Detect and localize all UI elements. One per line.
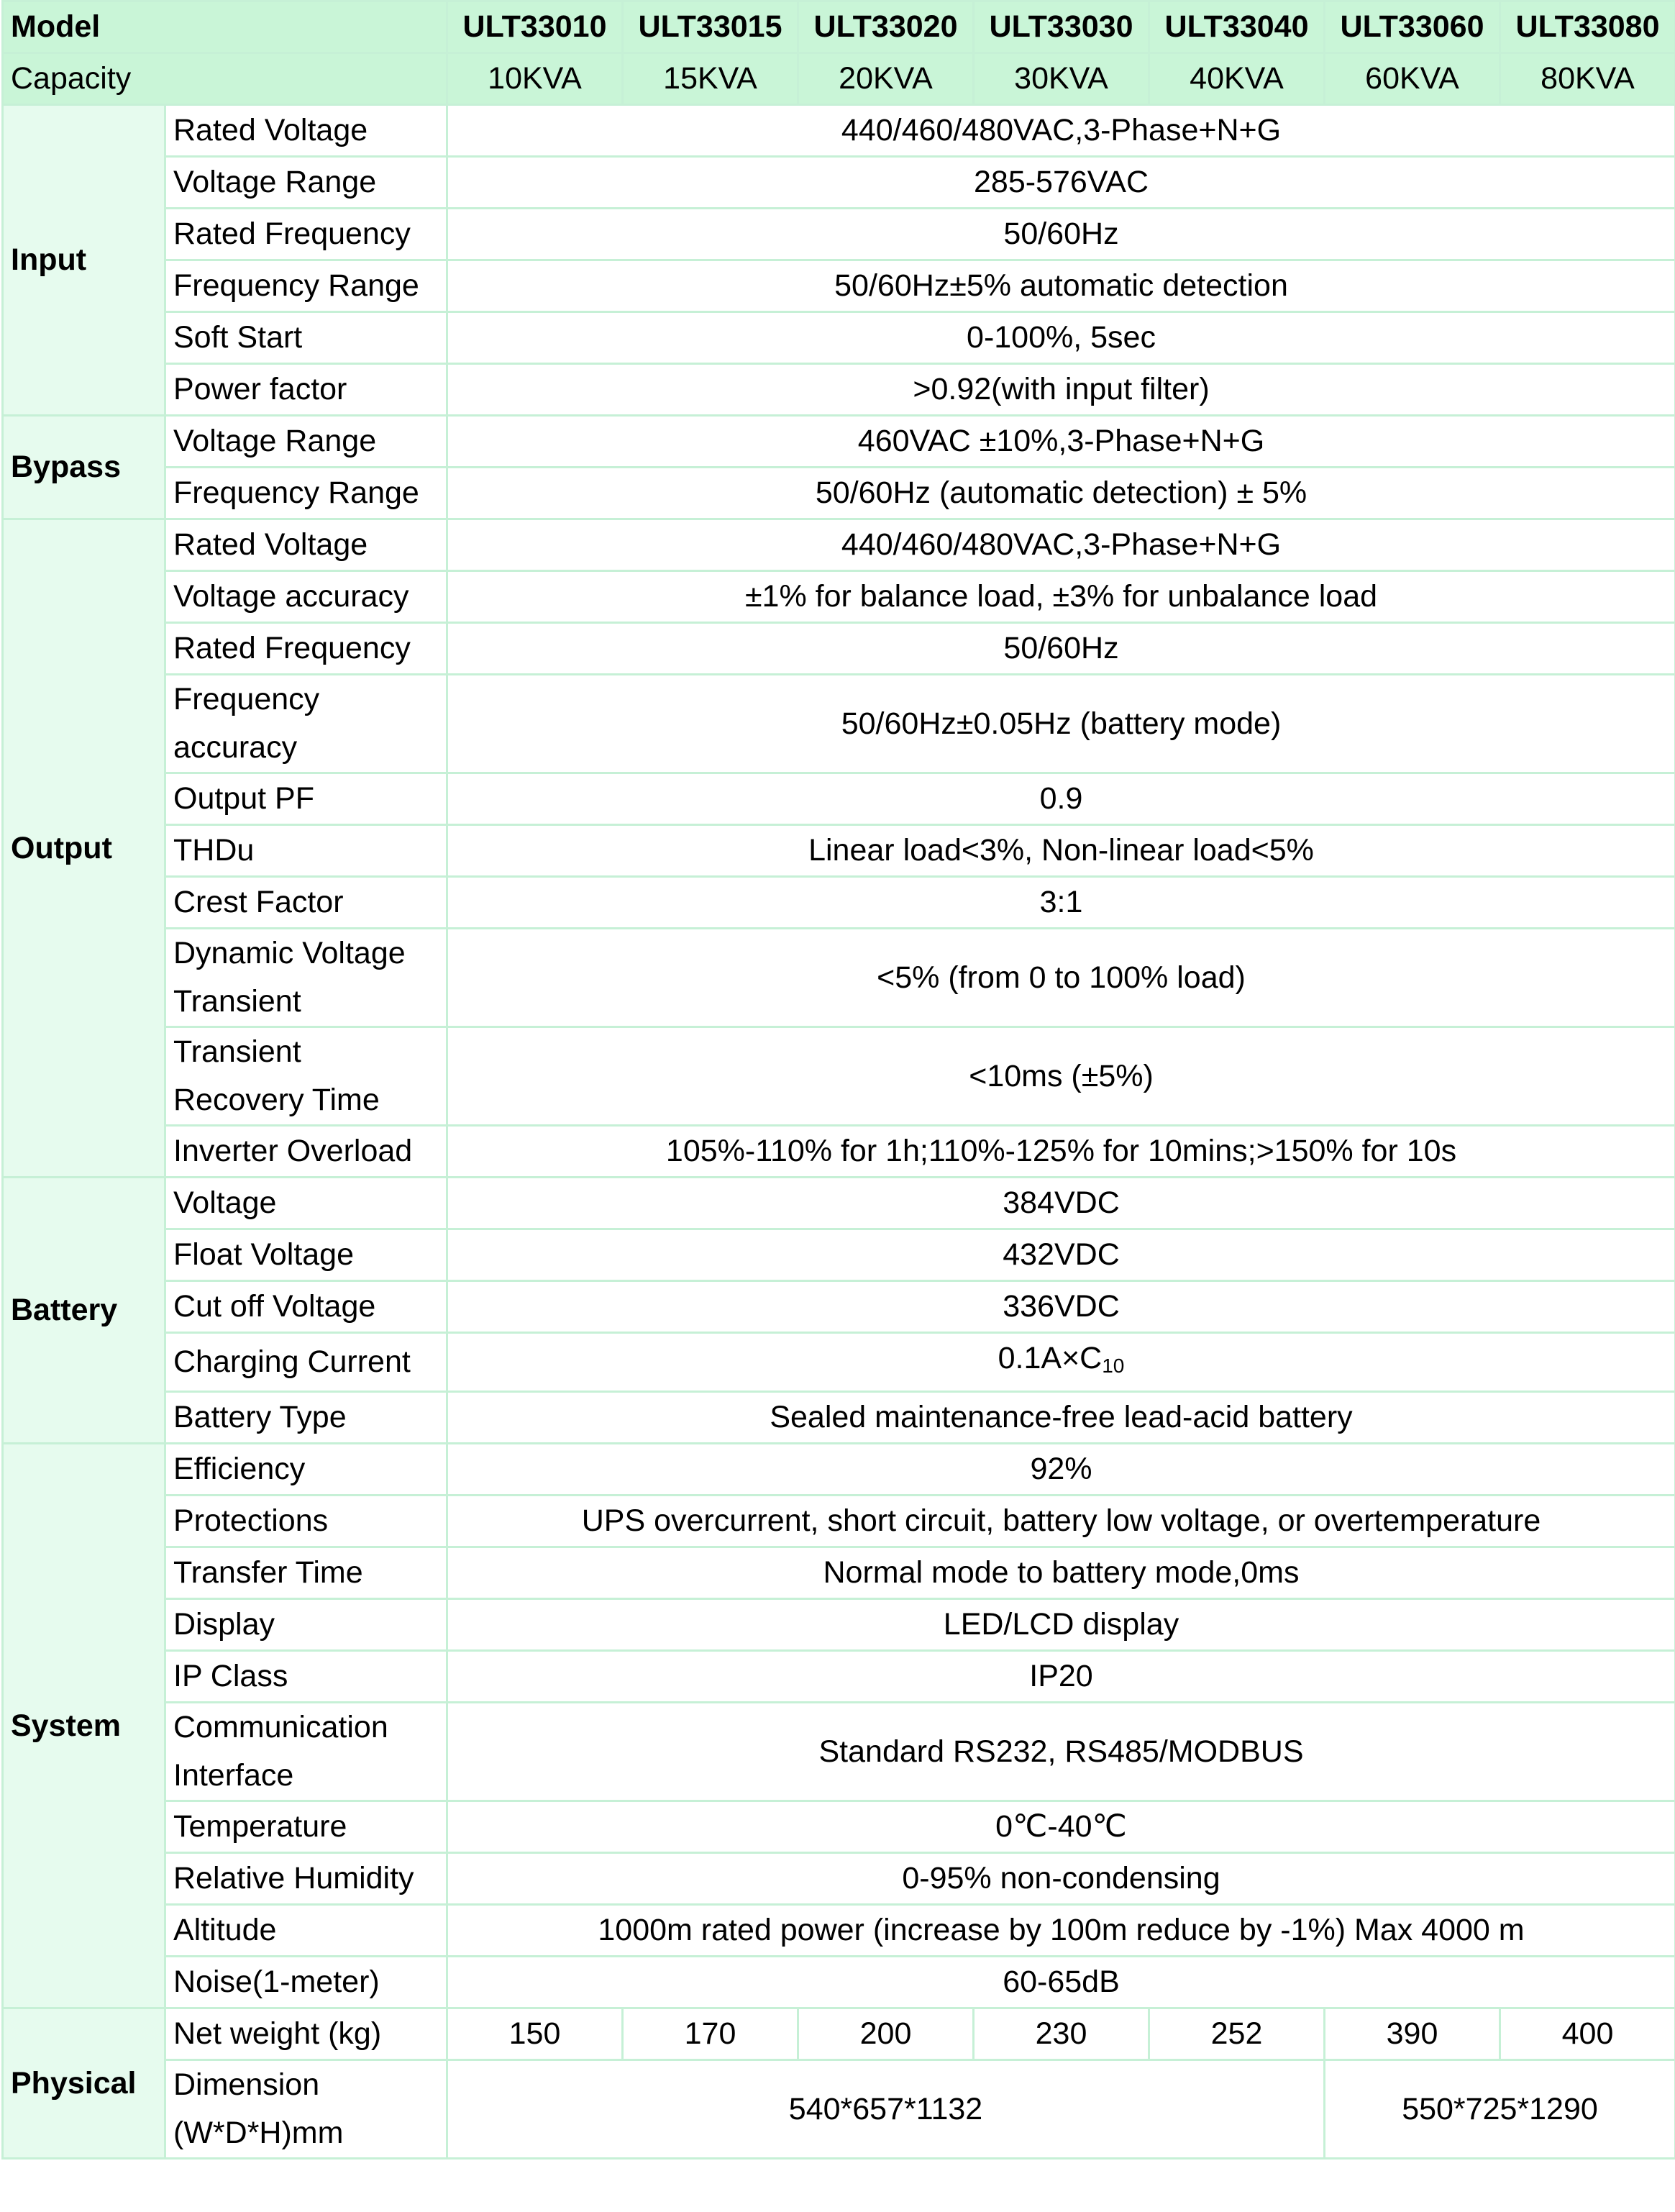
param-value: Sealed maintenance-free lead-acid battery	[447, 1392, 1675, 1444]
spec-row	[3, 2008, 1675, 2060]
spec-row	[3, 519, 1675, 571]
weight-value: 200	[798, 2008, 974, 2060]
param-value: 0-100%, 5sec	[447, 312, 1675, 364]
param-value: 440/460/480VAC,3-Phase+N+G	[447, 519, 1675, 571]
model-name: ULT33040	[1149, 1, 1325, 53]
group-output: Output	[3, 519, 165, 1178]
param-value: 1000m rated power (increase by 100m reduce by -1%) Max 4000 m	[447, 1905, 1675, 1957]
param-value: 0-95% non-condensing	[447, 1853, 1675, 1905]
spec-row	[3, 416, 1675, 468]
spec-row	[3, 2060, 1675, 2159]
capacity-value: 60KVA	[1325, 53, 1500, 105]
dimension-value-small: 540*657*1132	[447, 2060, 1325, 2159]
param-value: 50/60Hz	[447, 209, 1675, 260]
spec-row	[3, 623, 1675, 675]
charging-current-subscript: 10	[1102, 1355, 1125, 1377]
param-label: Cut off Voltage	[165, 1281, 447, 1333]
spec-row	[3, 675, 1675, 773]
model-name: ULT33030	[974, 1, 1149, 53]
param-value: 460VAC ±10%,3-Phase+N+G	[447, 416, 1675, 468]
model-label: Model	[3, 1, 447, 53]
spec-row	[3, 929, 1675, 1027]
param-label: Temperature	[165, 1801, 447, 1853]
param-value: 50/60Hz	[447, 623, 1675, 675]
capacity-value: 15KVA	[623, 53, 798, 105]
model-name: ULT33020	[798, 1, 974, 53]
param-value: 3:1	[447, 877, 1675, 929]
param-value: 50/60Hz±5% automatic detection	[447, 260, 1675, 312]
weight-value: 230	[974, 2008, 1149, 2060]
capacity-value: 80KVA	[1500, 53, 1675, 105]
spec-row	[3, 209, 1675, 260]
spec-row	[3, 312, 1675, 364]
param-label: Rated Frequency	[165, 623, 447, 675]
param-label: Power factor	[165, 364, 447, 416]
dimension-value-large: 550*725*1290	[1325, 2060, 1675, 2159]
spec-row	[3, 1905, 1675, 1957]
param-label: Frequency Range	[165, 260, 447, 312]
param-label: Dimension (W*D*H)mm	[165, 2060, 447, 2159]
spec-row	[3, 1957, 1675, 2008]
param-value: 384VDC	[447, 1178, 1675, 1229]
param-label: Dynamic Voltage Transient	[165, 929, 447, 1027]
param-value: UPS overcurrent, short circuit, battery low voltage, or overtemperature	[447, 1496, 1675, 1547]
param-value: <10ms (±5%)	[447, 1027, 1675, 1126]
param-value: 105%-110% for 1h;110%-125% for 10mins;>150% for 10s	[447, 1126, 1675, 1178]
param-value: 0.9	[447, 773, 1675, 825]
param-label: Voltage Range	[165, 157, 447, 209]
param-label: Charging Current	[165, 1333, 447, 1392]
model-name: ULT33010	[447, 1, 623, 53]
param-value: 336VDC	[447, 1281, 1675, 1333]
model-name: ULT33080	[1500, 1, 1675, 53]
param-value: Standard RS232, RS485/MODBUS	[447, 1703, 1675, 1801]
param-value: 285-576VAC	[447, 157, 1675, 209]
spec-row	[3, 468, 1675, 519]
param-value: 440/460/480VAC,3-Phase+N+G	[447, 105, 1675, 157]
param-label: Float Voltage	[165, 1229, 447, 1281]
spec-table	[1, 0, 1675, 2159]
spec-row	[3, 1229, 1675, 1281]
param-value: 432VDC	[447, 1229, 1675, 1281]
param-label: Efficiency	[165, 1444, 447, 1496]
param-label: Voltage accuracy	[165, 571, 447, 623]
param-value: 60-65dB	[447, 1957, 1675, 2008]
param-label: IP Class	[165, 1651, 447, 1703]
param-value: LED/LCD display	[447, 1599, 1675, 1651]
capacity-value: 30KVA	[974, 53, 1149, 105]
spec-row	[3, 1547, 1675, 1599]
spec-row	[3, 1703, 1675, 1801]
capacity-row	[3, 53, 1675, 105]
weight-value: 252	[1149, 2008, 1325, 2060]
param-value: Linear load<3%, Non-linear load<5%	[447, 825, 1675, 877]
spec-row	[3, 1853, 1675, 1905]
param-label: Communication Interface	[165, 1703, 447, 1801]
weight-value: 400	[1500, 2008, 1675, 2060]
group-system: System	[3, 1444, 165, 2008]
spec-row	[3, 157, 1675, 209]
param-label: Crest Factor	[165, 877, 447, 929]
weight-value: 390	[1325, 2008, 1500, 2060]
param-label: Noise(1-meter)	[165, 1957, 447, 2008]
group-battery: Battery	[3, 1178, 165, 1444]
param-label: Battery Type	[165, 1392, 447, 1444]
spec-row	[3, 1281, 1675, 1333]
spec-row	[3, 105, 1675, 157]
param-value: <5% (from 0 to 100% load)	[447, 929, 1675, 1027]
param-value: 50/60Hz±0.05Hz (battery mode)	[447, 675, 1675, 773]
param-label: Transfer Time	[165, 1547, 447, 1599]
capacity-value: 20KVA	[798, 53, 974, 105]
spec-row	[3, 1599, 1675, 1651]
param-value: 50/60Hz (automatic detection) ± 5%	[447, 468, 1675, 519]
param-label: Soft Start	[165, 312, 447, 364]
spec-row	[3, 364, 1675, 416]
param-label: Protections	[165, 1496, 447, 1547]
capacity-value: 40KVA	[1149, 53, 1325, 105]
spec-row	[3, 571, 1675, 623]
model-name: ULT33015	[623, 1, 798, 53]
param-label: Transient Recovery Time	[165, 1027, 447, 1126]
param-label: Display	[165, 1599, 447, 1651]
param-label: THDu	[165, 825, 447, 877]
param-label: Altitude	[165, 1905, 447, 1957]
param-value: >0.92(with input filter)	[447, 364, 1675, 416]
spec-row	[3, 773, 1675, 825]
group-input: Input	[3, 105, 165, 416]
capacity-value: 10KVA	[447, 53, 623, 105]
param-label: Rated Voltage	[165, 105, 447, 157]
param-value: 0℃-40℃	[447, 1801, 1675, 1853]
param-label: Rated Voltage	[165, 519, 447, 571]
param-label: Voltage Range	[165, 416, 447, 468]
model-name: ULT33060	[1325, 1, 1500, 53]
param-value: IP20	[447, 1651, 1675, 1703]
spec-row	[3, 1126, 1675, 1178]
param-label: Rated Frequency	[165, 209, 447, 260]
param-label: Output PF	[165, 773, 447, 825]
weight-value: 150	[447, 2008, 623, 2060]
spec-row	[3, 1027, 1675, 1126]
capacity-label: Capacity	[3, 53, 447, 105]
spec-row	[3, 1392, 1675, 1444]
weight-value: 170	[623, 2008, 798, 2060]
param-label: Frequency accuracy	[165, 675, 447, 773]
spec-row	[3, 1178, 1675, 1229]
spec-row	[3, 260, 1675, 312]
param-value: 92%	[447, 1444, 1675, 1496]
param-value: ±1% for balance load, ±3% for unbalance load	[447, 571, 1675, 623]
spec-row	[3, 1651, 1675, 1703]
model-row	[3, 1, 1675, 53]
param-value: Normal mode to battery mode,0ms	[447, 1547, 1675, 1599]
param-label: Relative Humidity	[165, 1853, 447, 1905]
spec-row	[3, 1333, 1675, 1392]
spec-row	[3, 825, 1675, 877]
spec-row	[3, 1496, 1675, 1547]
param-label: Inverter Overload	[165, 1126, 447, 1178]
spec-row	[3, 877, 1675, 929]
param-label: Voltage	[165, 1178, 447, 1229]
param-label: Net weight (kg)	[165, 2008, 447, 2060]
group-physical: Physical	[3, 2008, 165, 2159]
charging-current-text: 0.1A×C	[998, 1341, 1103, 1375]
group-bypass: Bypass	[3, 416, 165, 519]
param-value	[447, 1333, 1675, 1392]
spec-row	[3, 1801, 1675, 1853]
spec-row	[3, 1444, 1675, 1496]
param-label: Frequency Range	[165, 468, 447, 519]
